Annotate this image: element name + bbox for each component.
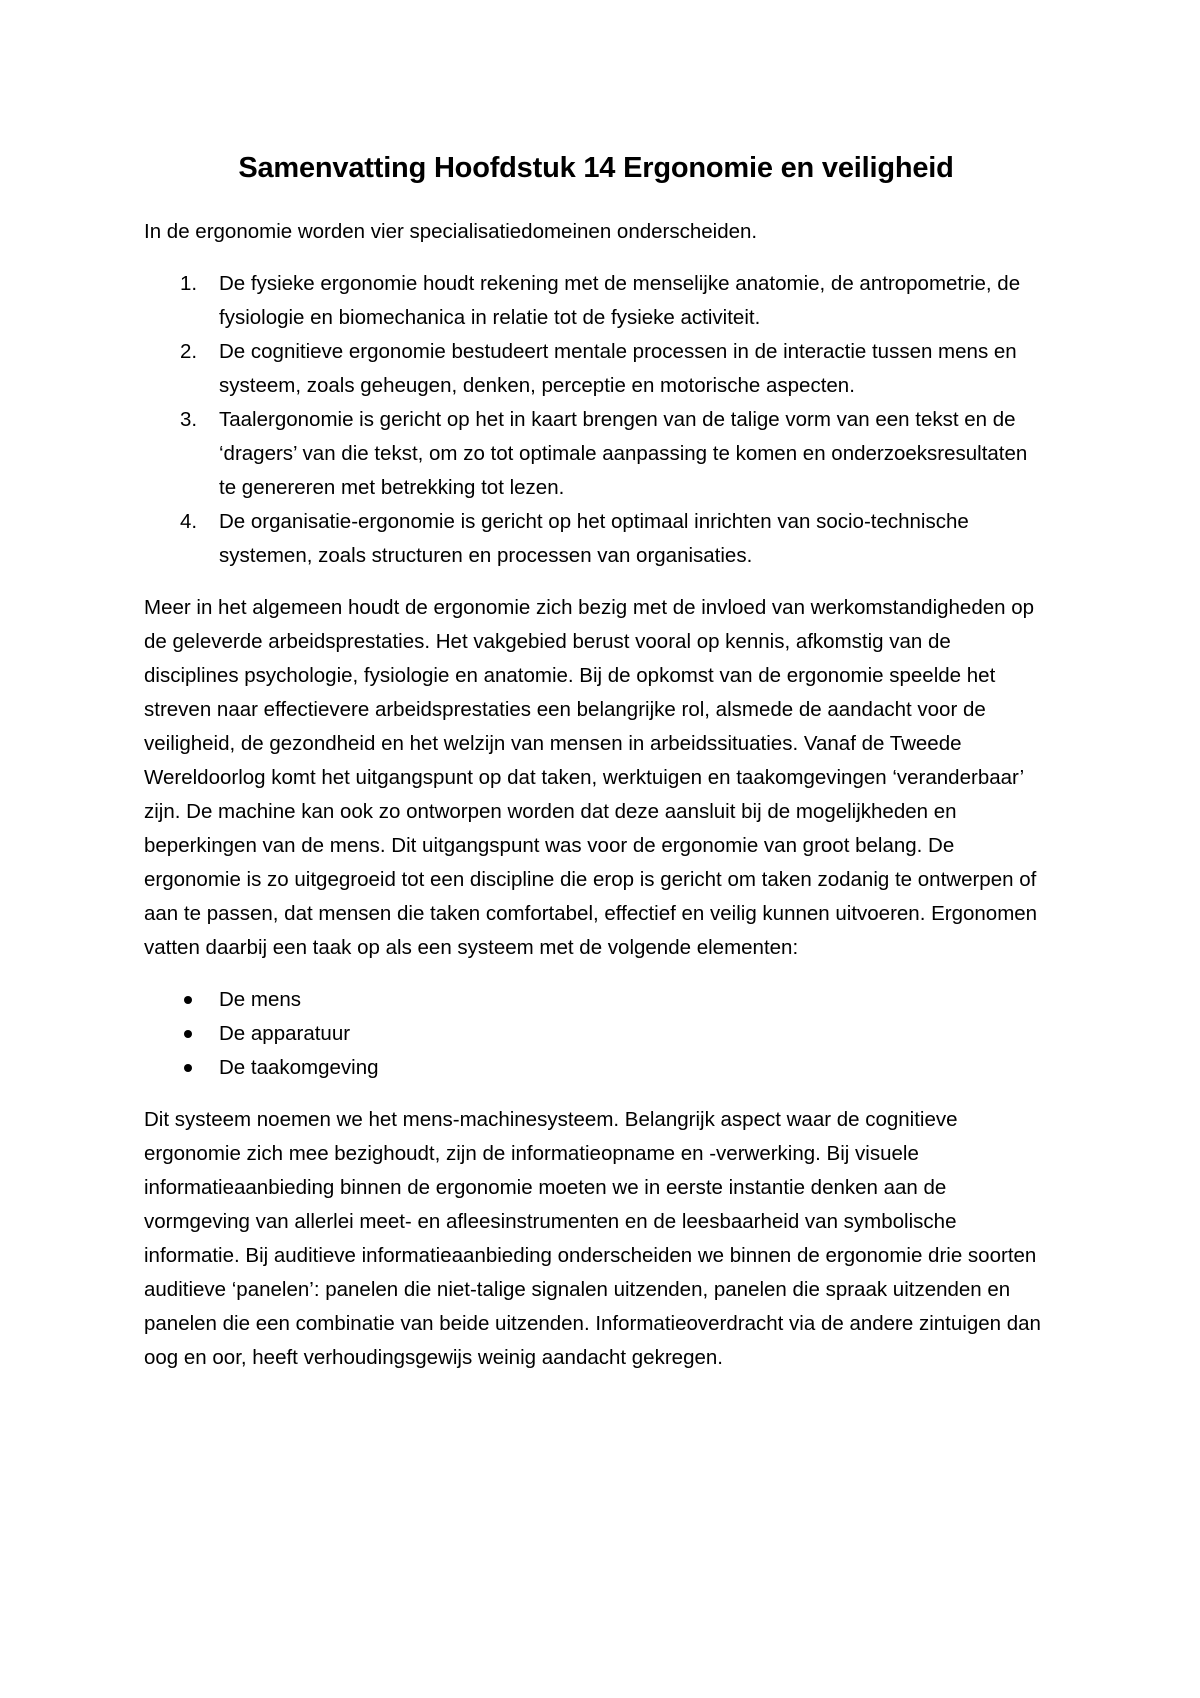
list-number: 3.: [180, 408, 198, 431]
bullet-icon: [184, 1064, 192, 1072]
bullet-list-item: [144, 1017, 1048, 1051]
bullet-item-text: De mens: [219, 988, 302, 1011]
list-item-text: Taalergonomie is gericht op het in kaart brengen van de talige vorm van een tekst en de ‘dragers’ van die tekst, om zo tot optimale aanpassing te komen en onderzoeksresultaten te genereren met betrekking tot lezen.: [219, 408, 1028, 499]
bullet-icon: [184, 996, 192, 1004]
body-paragraph-1: Meer in het algemeen houdt de ergonomie zich bezig met de invloed van werkomstandigheden op de geleverde arbeidsprestaties. Het vakgebied berust vooral op kennis, afkomstig van de disciplines psychologie, fysiologie en anatomie. Bij de opkomst van de ergonomie speelde het streven naar effectievere arbeidsprestaties een belangrijke rol, alsmede de aandacht voor de veiligheid, de gezondheid en het welzijn van mensen in arbeidssituaties. Vanaf de Tweede Wereldoorlog komt het uitgangspunt op dat taken, werktuigen en taakomgevingen ‘veranderbaar’ zijn. De machine kan ook zo ontworpen worden dat deze aansluit bij de mogelijkheden en beperkingen van de mens. Dit uitgangspunt was voor de ergonomie van groot belang. De ergonomie is zo uitgegroeid tot een discipline die erop is gericht om taken zodanig te ontwerpen of aan te passen, dat mensen die taken comfortabel, effectief en veilig kunnen uitvoeren. Ergonomen vatten daarbij een taak op als een systeem met de volgende elementen:: [144, 596, 1038, 959]
bullet-list-item: [144, 1051, 1048, 1085]
document-body: [144, 147, 1048, 1393]
body-paragraph-2: Dit systeem noemen we het mens-machinesysteem. Belangrijk aspect waar de cognitieve ergonomie zich mee bezighoudt, zijn de informatieopname en -verwerking. Bij visuele informatieaanbieding binnen de ergonomie moeten we in eerste instantie denken aan de vormgeving van allerlei meet- en afleesinstrumenten en de leesbaarheid van symbolische informatie. Bij auditieve informatieaanbieding onderscheiden we binnen de ergonomie drie soorten auditieve ‘panelen’: panelen die niet-talige signalen uitzenden, panelen die spraak uitzenden en panelen die een combinatie van beide uitzenden. Informatieoverdracht via de andere zintuigen dan oog en oor, heeft verhoudingsgewijs weinig aandacht gekregen.: [144, 1108, 1041, 1369]
bullet-list-item: [144, 983, 1048, 1017]
document-title: Samenvatting Hoofdstuk 14 Ergonomie en veiligheid: [238, 152, 954, 184]
intro-paragraph: In de ergonomie worden vier specialisatiedomeinen onderscheiden.: [144, 220, 758, 243]
bullet-item-text: De taakomgeving: [219, 1056, 379, 1079]
numbered-list-item: [144, 267, 1048, 335]
numbered-list-item: [144, 335, 1048, 403]
numbered-list: [144, 267, 1048, 573]
list-number: 1.: [180, 272, 198, 295]
bullet-icon: [184, 1030, 192, 1038]
bullet-item-text: De apparatuur: [219, 1022, 351, 1045]
numbered-list-item: [144, 505, 1048, 573]
numbered-list-item: [144, 403, 1048, 505]
list-number: 4.: [180, 510, 198, 533]
list-item-text: De organisatie-ergonomie is gericht op het optimaal inrichten van socio-technische systemen, zoals structuren en processen van organisaties.: [219, 510, 969, 567]
list-item-text: De cognitieve ergonomie bestudeert mentale processen in de interactie tussen mens en systeem, zoals geheugen, denken, perceptie en motorische aspecten.: [219, 340, 1017, 397]
bullet-list: [144, 983, 1048, 1085]
list-item-text: De fysieke ergonomie houdt rekening met de menselijke anatomie, de antropometrie, de fysiologie en biomechanica in relatie tot de fysieke activiteit.: [219, 272, 1021, 329]
list-number: 2.: [180, 340, 198, 363]
